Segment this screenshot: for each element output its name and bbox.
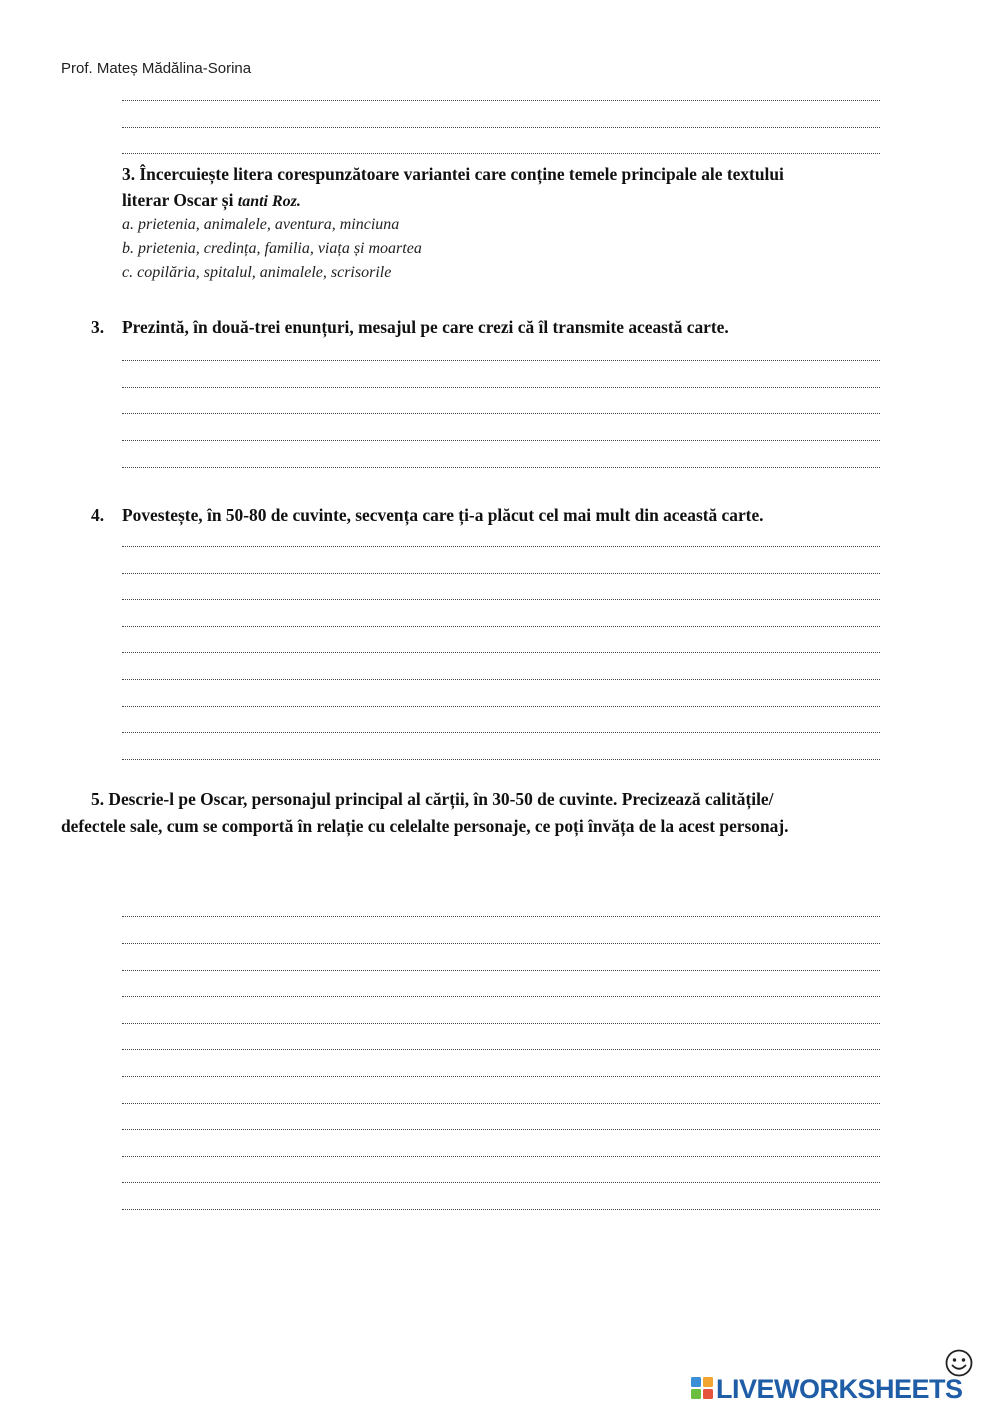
dotted-line	[122, 1209, 880, 1210]
question-5-line2: defectele sale, cum se comportă în relație cu celelalte personaje, ce poți învăța de la acest personaj.	[61, 816, 789, 836]
dotted-line	[122, 626, 880, 627]
dotted-line	[122, 996, 880, 997]
dotted-line	[122, 732, 880, 733]
dotted-line	[122, 1076, 880, 1077]
dotted-line	[122, 467, 880, 468]
question-3-message: 3. Prezintă, în două-trei enunțuri, mesajul pe care crezi că îl transmite această carte.	[91, 317, 729, 337]
dotted-line	[122, 1049, 880, 1050]
dotted-line	[122, 153, 880, 154]
dotted-line	[122, 440, 880, 441]
dotted-line	[122, 759, 880, 760]
dotted-line	[122, 652, 880, 653]
liveworksheets-logo[interactable]	[690, 1348, 990, 1404]
option-a[interactable]: a. prietenia, animalele, aventura, minciuna	[122, 216, 400, 233]
dotted-line	[122, 916, 880, 917]
dotted-line	[122, 413, 880, 414]
dotted-line	[122, 1023, 880, 1024]
option-c[interactable]: c. copilăria, spitalul, animalele, scrisorile	[122, 264, 392, 281]
question-4: 4. Povestește, în 50-80 de cuvinte, secvența care ți-a plăcut cel mai mult din această carte.	[91, 505, 764, 525]
dotted-line	[122, 599, 880, 600]
dotted-line	[122, 679, 880, 680]
dotted-line	[122, 100, 880, 101]
dotted-line	[122, 360, 880, 361]
dotted-line	[122, 1156, 880, 1157]
option-b[interactable]: b. prietenia, credința, familia, viața și moartea	[122, 240, 422, 257]
question-3-themes-line1: 3. Încercuiește litera corespunzătoare variantei care conține temele principale ale textului	[122, 164, 784, 184]
logo-text: LIVEWORKSHEETS	[716, 1374, 963, 1404]
dotted-line	[122, 943, 880, 944]
author-name: Prof. Mateș Mădălina-Sorina	[61, 60, 252, 77]
dotted-line	[122, 1129, 880, 1130]
dotted-line	[122, 127, 880, 128]
question-5-line1: 5. Descrie-l pe Oscar, personajul principal al cărții, în 30-50 de cuvinte. Precizează calitățile/	[91, 789, 774, 809]
logo-grid-icon	[690, 1376, 714, 1400]
dotted-line	[122, 387, 880, 388]
dotted-line	[122, 1103, 880, 1104]
dotted-line	[122, 546, 880, 547]
question-3-themes-line2: literar Oscar și tanti Roz.	[122, 190, 301, 210]
dotted-line	[122, 573, 880, 574]
dotted-line	[122, 1182, 880, 1183]
dotted-line	[122, 970, 880, 971]
dotted-line	[122, 706, 880, 707]
